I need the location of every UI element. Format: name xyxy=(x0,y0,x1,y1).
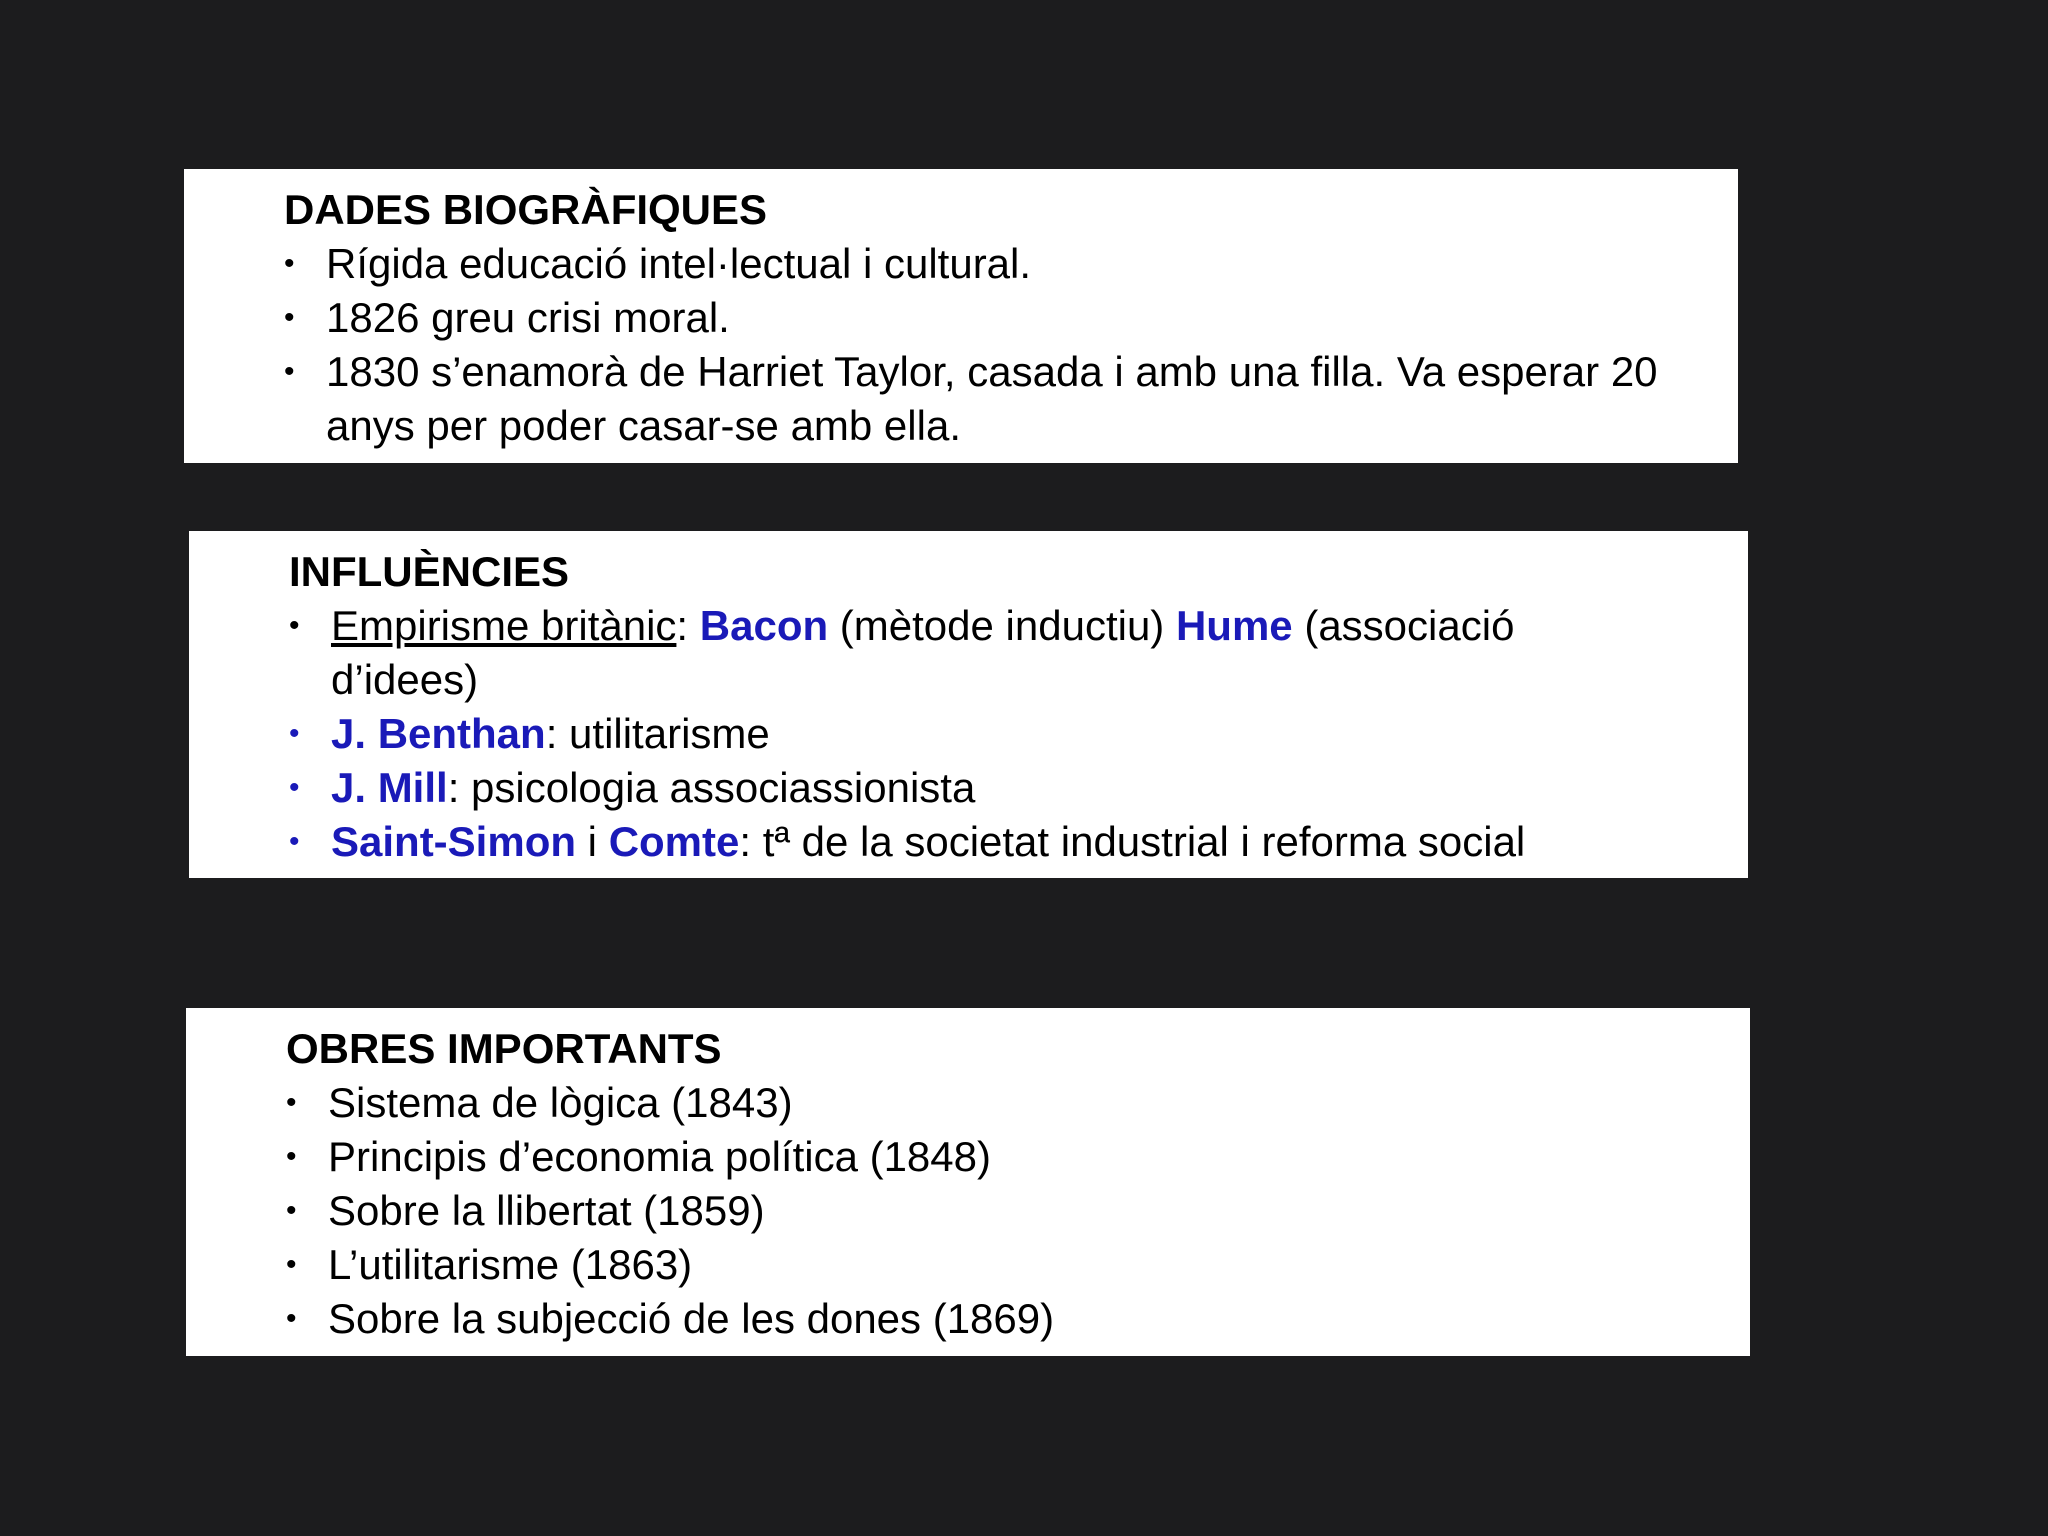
influence-label: Empirisme britànic xyxy=(331,602,677,649)
bullet-icon: • xyxy=(289,609,300,642)
biography-box xyxy=(184,169,1738,463)
influence-item: • Saint-Simon i Comte: tª de la societat industrial i reforma social xyxy=(289,815,1739,869)
biography-item-text: 1830 s’enamorà de Harriet Taylor, casada i amb una filla. Va esperar 20 anys per poder casar-se amb ella. xyxy=(326,348,1658,449)
works-item xyxy=(286,1076,1726,1130)
works-item-text: Sobre la llibertat (1859) xyxy=(328,1187,765,1234)
philosopher-name: Hume xyxy=(1175,602,1293,649)
biography-item-text: Rígida educació intel·lectual i cultural. xyxy=(326,240,1032,287)
biography-heading: DADES BIOGRÀFIQUES xyxy=(284,186,768,233)
bullet-icon: • xyxy=(284,301,295,334)
works-item-text: Sobre la subjecció de les dones (1869) xyxy=(328,1295,1055,1342)
philosopher-name: Saint-Simon xyxy=(331,818,577,865)
influence-item: • J. Benthan: utilitarisme xyxy=(289,707,1729,761)
bullet-icon: • xyxy=(286,1140,297,1173)
works-item xyxy=(286,1292,1726,1346)
bullet-icon: • xyxy=(284,247,295,280)
philosopher-name: J. Benthan xyxy=(331,710,546,757)
biography-item xyxy=(284,237,1724,291)
bullet-icon: • xyxy=(289,825,300,858)
works-item xyxy=(286,1130,1726,1184)
influences-box xyxy=(189,531,1748,878)
philosopher-name: J. Mill xyxy=(331,764,448,811)
bullet-icon: • xyxy=(286,1302,297,1335)
bullet-icon: • xyxy=(286,1086,297,1119)
bullet-icon: • xyxy=(286,1248,297,1281)
influence-item: • Empirisme britànic: Bacon (mètode inductiu) Hume (associació d’idees) xyxy=(289,599,1669,707)
philosopher-name: Bacon xyxy=(699,602,829,649)
bullet-icon: • xyxy=(289,771,300,804)
works-item xyxy=(286,1184,1726,1238)
biography-item xyxy=(284,345,1724,453)
works-item xyxy=(286,1238,1726,1292)
influence-item: • J. Mill: psicologia associassionista xyxy=(289,761,1729,815)
works-heading: OBRES IMPORTANTS xyxy=(286,1025,722,1072)
works-item-text: Principis d’economia política (1848) xyxy=(328,1133,991,1180)
works-item-text: Sistema de lògica (1843) xyxy=(328,1079,793,1126)
works-item-text: L’utilitarisme (1863) xyxy=(328,1241,693,1288)
philosopher-name: Comte xyxy=(608,818,740,865)
biography-item xyxy=(284,291,1724,345)
bullet-icon: • xyxy=(289,717,300,750)
bullet-icon: • xyxy=(286,1194,297,1227)
biography-item-text: 1826 greu crisi moral. xyxy=(326,294,730,341)
works-box xyxy=(186,1008,1750,1356)
bullet-icon: • xyxy=(284,355,295,388)
influences-heading: INFLUÈNCIES xyxy=(289,548,570,595)
